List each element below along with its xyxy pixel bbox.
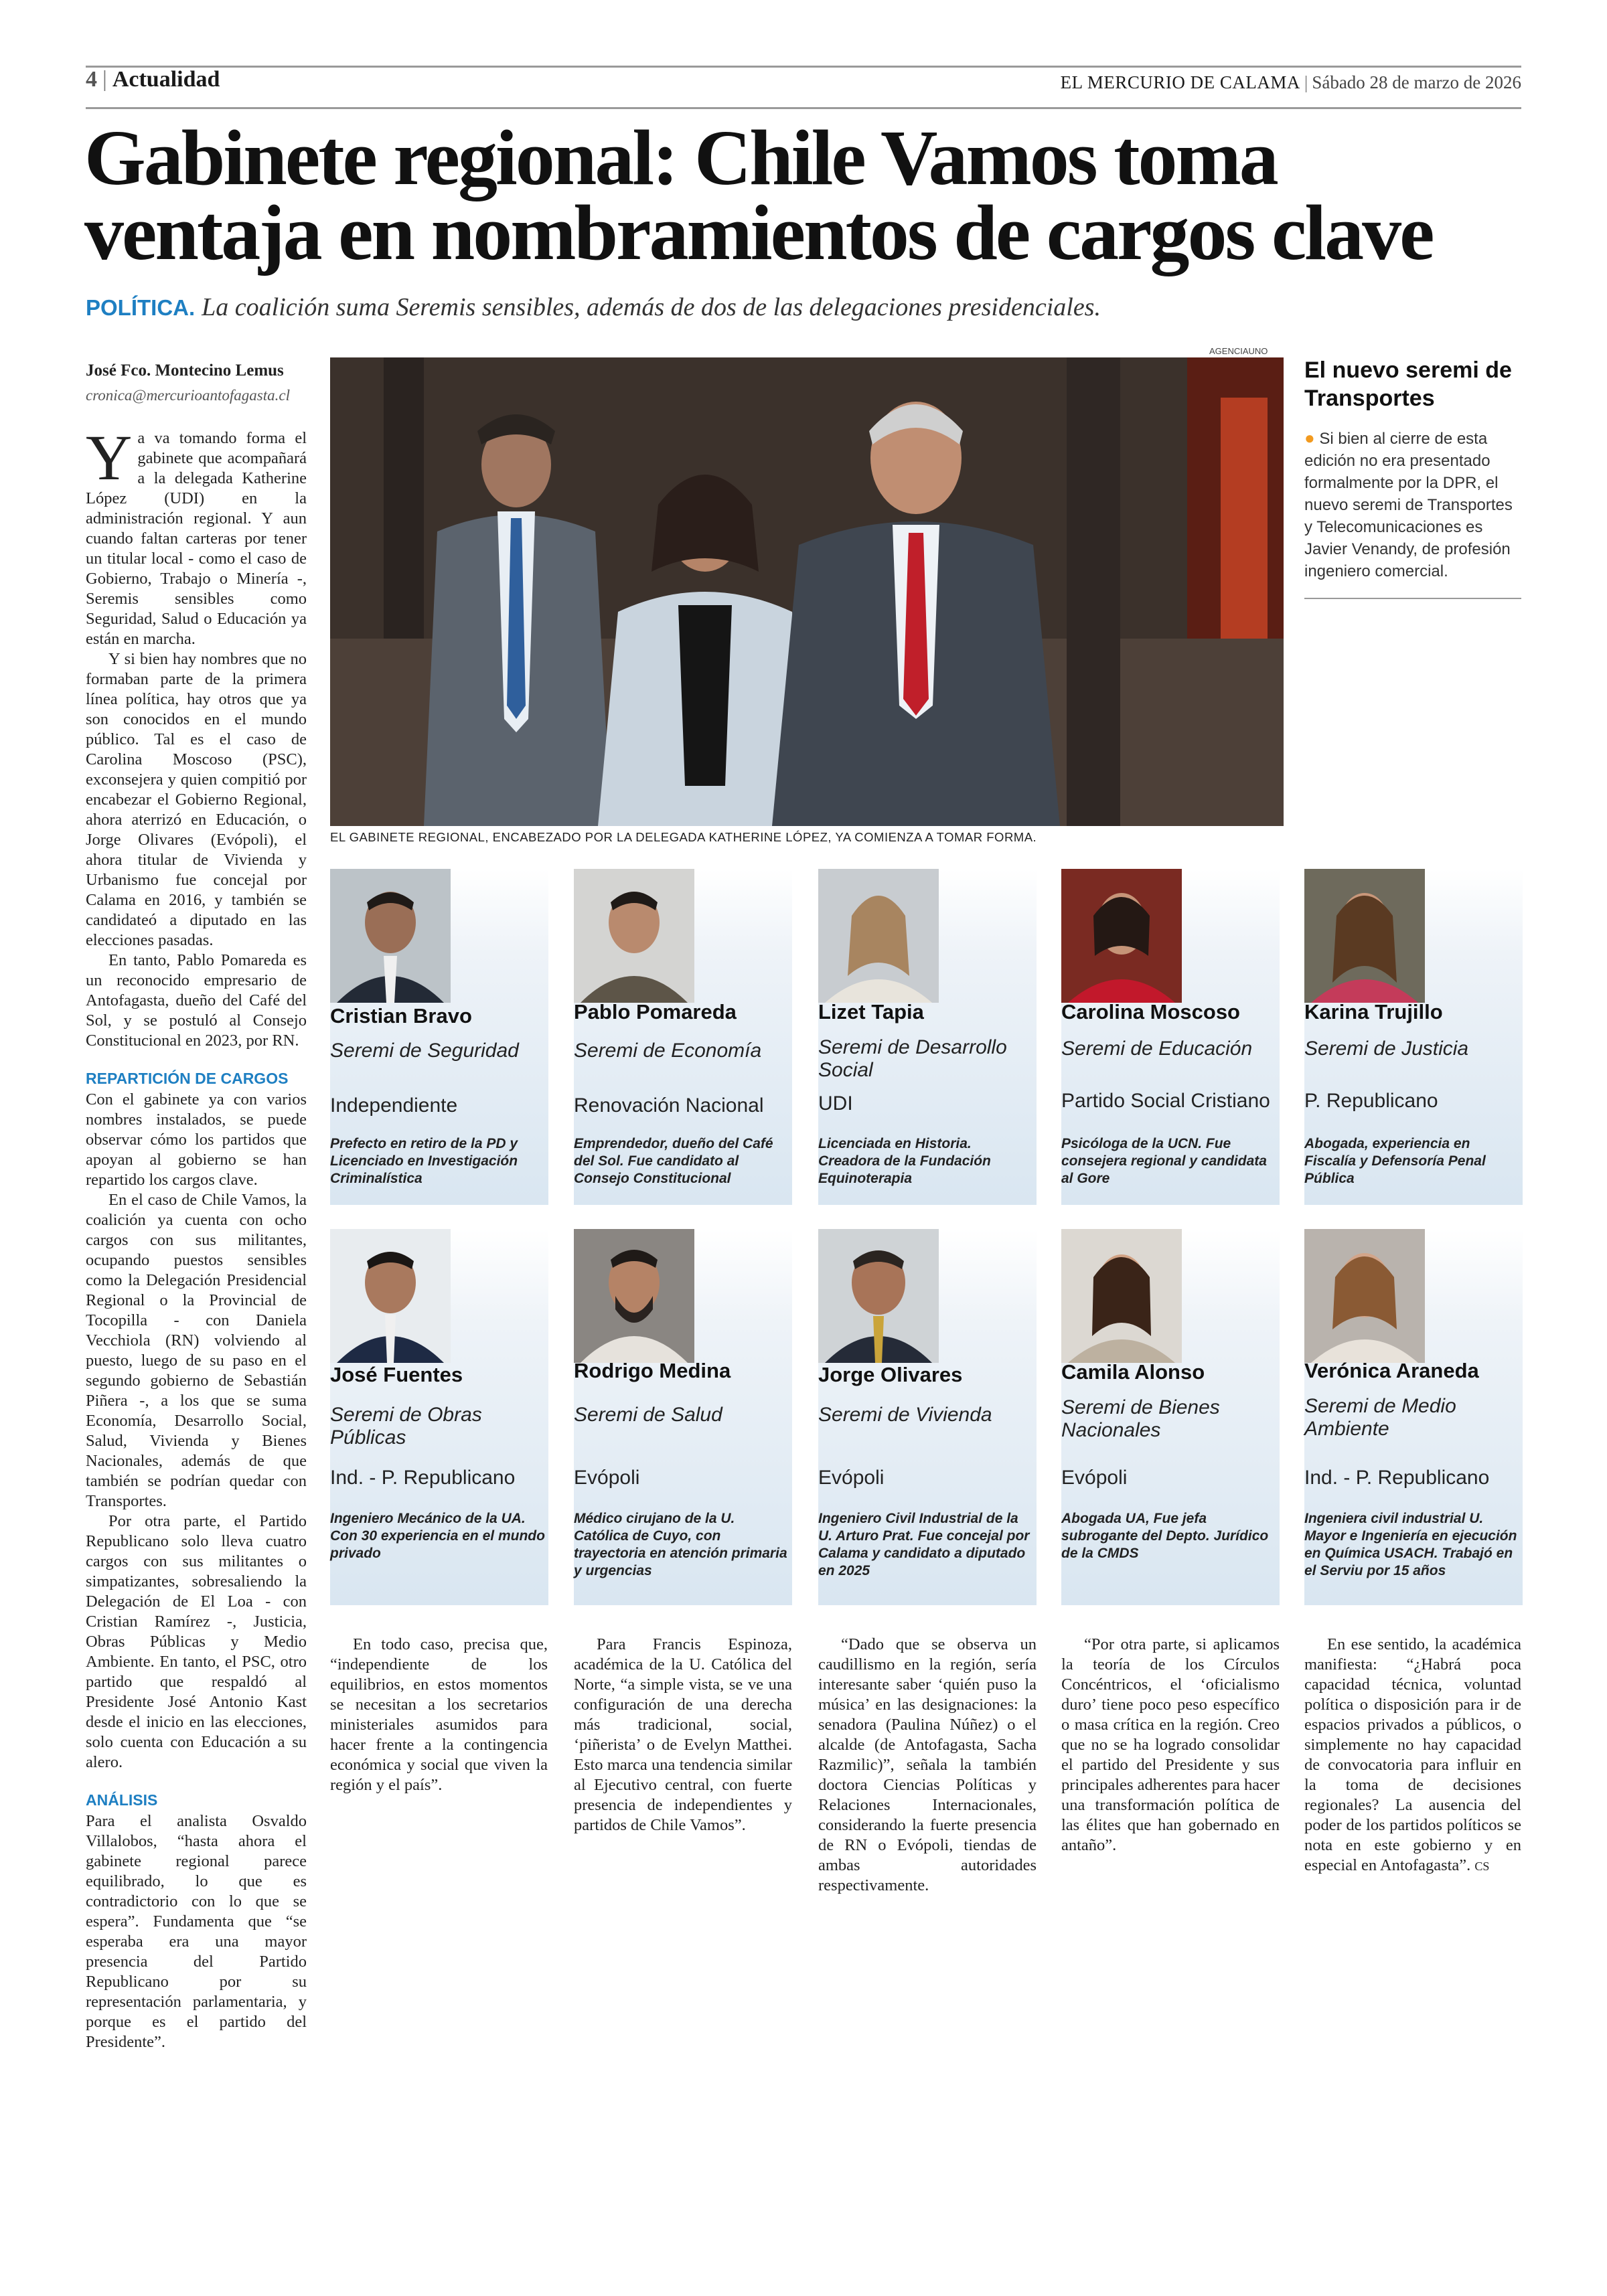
paragraph-5: En el caso de Chile Vamos, la coalición ya cuenta con ocho cargos con sus militantes, ocupando puestos sensibles como la Delegación Presidencial Regional o la Provincial de Tocopilla - con Daniela Vecchiola (RN) volviendo al puesto, luego de su paso en el segundo gobierno de Sebastián Piñera -, a los que se suma Economía, Desarrollo Social, Salud, Vivienda y Bienes Nacionales, además de que también se podrían quedar con Transportes. — [86, 1191, 307, 1510]
paragraph-11: “Por otra parte, si aplicamos la teoría de los Círculos Concéntricos, el ‘oficialismo duro’ tiene poco peso específico o masa crítica en la región. Creo que no se ha logrado consolidar el partido del Presidente y sus principales adherentes para hacer una transformación política de las élites que han gobernado en antaño”. — [1061, 1635, 1280, 1854]
person-party: P. Republicano — [1304, 1090, 1438, 1112]
person-icon — [1061, 869, 1182, 1003]
paragraph-4: Con el gabinete ya con varios nombres instalados, se puede observar cómo los partidos que apoyan al gobierno se han repartido los cargos clave. — [86, 1090, 307, 1189]
portrait-photo — [818, 869, 939, 1003]
person-description: Ingeniero Mecánico de la UA. Con 30 experiencia en el mundo privado — [330, 1511, 545, 1561]
person-icon — [330, 869, 451, 1003]
person-description: Médico cirujano de la U. Católica de Cuyo, con trayectoria en atención primaria y urgencias — [574, 1511, 787, 1578]
cabinet-card — [818, 869, 1037, 1205]
person-icon — [1061, 1229, 1182, 1363]
article-column-1 — [86, 422, 307, 2051]
top-rule — [86, 66, 1521, 68]
person-role: Seremi de Justicia — [1304, 1038, 1469, 1060]
article-column-5 — [1061, 1635, 1280, 1856]
person-role: Seremi de Medio Ambiente — [1304, 1395, 1456, 1440]
photo-credit: AGENCIAUNO — [1209, 346, 1268, 356]
person-name: Jorge Olivares — [818, 1363, 963, 1386]
kicker — [86, 293, 1101, 322]
main-photo-illustration — [330, 357, 1284, 826]
cabinet-card — [330, 1229, 548, 1605]
person-description: Emprendedor, dueño del Café del Sol. Fue candidato al Consejo Constitucional — [574, 1136, 773, 1186]
person-description: Abogada, experiencia en Fiscalía y Defensoría Penal Pública — [1304, 1136, 1486, 1186]
portrait-photo — [1304, 869, 1425, 1003]
author-email[interactable]: cronica@mercurioantofagasta.cl — [86, 387, 290, 404]
article-column-4 — [818, 1635, 1037, 1896]
paragraph-8: En todo caso, precisa que, “independiente de los equilibrios, en estos momentos se necesitan a los secretarios ministeriales asumidos para hacer frente a la contingencia económica y social que viven la región y el país”. — [330, 1635, 548, 1794]
paragraph-9: Para Francis Espinoza, académica de la U. Católica del Norte, “a simple vista, se ve una configuración de una derecha más tradicional, social, ‘piñerista’ o de Evelyn Matthei. Esto marca una tendencia similar al Ejecutivo central, con fuerte presencia de independientes y partidos de Chile Vamos”. — [574, 1635, 792, 1834]
sidebar-rule — [1304, 598, 1521, 599]
sidebar-text: ● Si bien al cierre de esta edición no era presentado formalmente por la DPR, el nuevo seremi de Transportes y Telecomunicaciones es Javier Venandy, de profesión ingeniero comercial. — [1304, 428, 1513, 580]
paragraph-6: Por otra parte, el Partido Republicano solo lleva cuatro cargos con sus militantes o simpatizantes, sobresaliendo la Delegación de El Loa - con Cristian Ramírez -, Justicia, Obras Públicas y Medio Ambiente. En tanto, el PSC, otro partido que respaldó al Presidente José Antonio Kast desde el inicio en las elecciones, solo cuenta con Educación a su alero. — [86, 1512, 307, 1771]
person-name: Pablo Pomareda — [574, 1000, 737, 1023]
person-icon — [818, 869, 939, 1003]
byline: José Fco. Montecino Lemus — [86, 361, 284, 380]
person-icon — [1304, 869, 1425, 1003]
person-icon — [574, 1229, 694, 1363]
cabinet-card — [574, 869, 792, 1205]
person-party: Ind. - P. Republicano — [330, 1467, 516, 1489]
portrait-photo — [330, 1229, 451, 1363]
person-icon — [1304, 1229, 1425, 1363]
cabinet-card — [1061, 869, 1280, 1205]
sidebar-title: El nuevo seremi de Transportes — [1304, 357, 1512, 411]
person-description: Ingeniera civil industrial U. Mayor e Ingeniería en ejecución en Química USACH. Trabajó en el Serviu por 15 años — [1304, 1511, 1517, 1578]
person-name: Verónica Araneda — [1304, 1359, 1479, 1382]
person-icon — [818, 1229, 939, 1363]
paragraph-1: a va tomando forma el gabinete que acompañará a la delegada Katherine López (UDI) en la administración regional. Y aun cuando faltan carteras por tener un titular local - como el caso de Gobierno, Trabajo o Minería -, Seremis sensibles como Seguridad, Salud o Educación ya están en marcha. — [86, 429, 307, 648]
person-party: Ind. - P. Republicano — [1304, 1467, 1490, 1489]
publication-date: Sábado 28 de marzo de 2026 — [1312, 72, 1521, 92]
portrait-photo — [1061, 1229, 1182, 1363]
cabinet-card — [1304, 869, 1523, 1205]
person-party: Evópoli — [1061, 1467, 1128, 1489]
subhead-reparticion: REPARTICIÓN DE CARGOS — [86, 1070, 289, 1087]
person-role: Seremi de Seguridad — [330, 1040, 519, 1062]
bullet-dot-icon: ● — [1304, 428, 1315, 448]
person-name: Camila Alonso — [1061, 1360, 1205, 1384]
section-name: Actualidad — [112, 67, 220, 92]
end-mark: CS — [1474, 1860, 1490, 1873]
publication-info: EL MERCURIO DE CALAMA | Sábado 28 de marzo de 2026 — [1060, 72, 1521, 92]
person-description: Licenciada en Historia. Creadora de la Fundación Equinoterapia — [818, 1136, 991, 1186]
portrait-photo — [1061, 869, 1182, 1003]
person-party: Independiente — [330, 1094, 458, 1117]
portrait-photo — [574, 1229, 694, 1363]
article-column-3 — [574, 1635, 792, 1835]
person-party: UDI — [818, 1092, 853, 1115]
paragraph-10: “Dado que se observa un caudillismo en la región, sería interesante saber ‘quién puso la música’ en las designaciones: la senadora (Paulina Núñez) o el alcalde (de Antofagasta, Sacha Razmilic)”, señala la también doctora Ciencias Políticas y Relaciones Internacionales, considerando la fuerte presencia de RN o Evópoli, tiendas de ambas autoridades respectivamente. — [818, 1635, 1037, 1894]
section-tag: POLÍTICA. — [86, 295, 196, 320]
cabinet-card — [1061, 1229, 1280, 1605]
cabinet-card — [1304, 1229, 1523, 1605]
person-party: Renovación Nacional — [574, 1094, 764, 1117]
page-section: 4 | Actualidad — [86, 67, 220, 92]
person-role: Seremi de Bienes Nacionales — [1061, 1396, 1220, 1441]
portrait-photo — [574, 869, 694, 1003]
cabinet-card — [330, 869, 548, 1205]
deck: La coalición suma Seremis sensibles, además de dos de las delegaciones presidenciales. — [202, 293, 1101, 321]
paragraph-3: En tanto, Pablo Pomareda es un reconocido empresario de Antofagasta, dueño del Café del Sol, y se postuló al Consejo Constitucional en 2023, por RN. — [86, 951, 307, 1050]
person-name: José Fuentes — [330, 1363, 463, 1386]
person-description: Ingeniero Civil Industrial de la U. Arturo Prat. Fue concejal por Calama y candidato a diputado en 2025 — [818, 1511, 1030, 1578]
person-description: Psicóloga de la UCN. Fue consejera regional y candidata al Gore — [1061, 1136, 1267, 1186]
photo-caption: EL GABINETE REGIONAL, ENCABEZADO POR LA DELEGADA KATHERINE LÓPEZ, YA COMIENZA A TOMAR FORMA. — [330, 830, 1037, 844]
publication-name: EL MERCURIO DE CALAMA — [1060, 72, 1300, 92]
dropcap: Y — [86, 422, 133, 493]
cabinet-card — [574, 1229, 792, 1605]
portrait-photo — [330, 869, 451, 1003]
person-role: Seremi de Salud — [574, 1404, 722, 1426]
cabinet-card — [818, 1229, 1037, 1605]
person-role: Seremi de Vivienda — [818, 1404, 992, 1426]
person-party: Evópoli — [574, 1467, 640, 1489]
paragraph-2: Y si bien hay nombres que no formaban parte de la primera línea política, hay otros que ya son conocidos en el mundo público. Tal es el caso de Carolina Moscoso (PSC), exconsejera y quien compitió por encabezar el Gobierno Regional, ahora aterrizó en Educación, o Jorge Olivares (Evópoli), el ahora titular de Vivienda y Urbanismo fue concejal por Calama en 2016, y también se candidateó a diputado en las elecciones pasadas. — [86, 650, 307, 949]
person-icon — [574, 869, 694, 1003]
paragraph-12: En ese sentido, la académica manifiesta: “¿Habrá poca capacidad técnica, voluntad política o disposición para ir de espacios privados a públicos, o simplemente no hay capacidad de convocatoria para influir en la toma de decisiones regionales? La ausencia del poder de los partidos políticos se nota en este gobierno y en especial en Antofagasta”. CS — [1304, 1635, 1521, 1874]
person-description: Prefecto en retiro de la PD y Licenciado en Investigación Criminalística — [330, 1136, 518, 1186]
person-role: Seremi de Educación — [1061, 1038, 1253, 1060]
person-party: Partido Social Cristiano — [1061, 1090, 1270, 1112]
paragraph-7: Para el analista Osvaldo Villalobos, “hasta ahora el gabinete regional parece equilibrado, lo que es contradictorio con lo que se espera”. Fundamenta que “se esperaba era una mayor presencia del Partido Republicano por su representación parlamentaria, y porque es el partido del Presidente”. — [86, 1812, 307, 2051]
person-name: Rodrigo Medina — [574, 1359, 731, 1382]
person-name: Cristian Bravo — [330, 1004, 472, 1028]
person-role: Seremi de Obras Públicas — [330, 1404, 482, 1449]
portrait-photo — [1304, 1229, 1425, 1363]
article-column-2 — [330, 1635, 548, 1795]
person-description: Abogada UA, Fue jefa subrogante del Depto. Jurídico de la CMDS — [1061, 1511, 1269, 1561]
main-photo — [330, 357, 1284, 826]
person-name: Carolina Moscoso — [1061, 1000, 1240, 1023]
page-number: 4 — [86, 67, 97, 92]
article-column-6 — [1304, 1635, 1521, 1876]
person-party: Evópoli — [818, 1467, 885, 1489]
portrait-photo — [818, 1229, 939, 1363]
header-rule — [86, 107, 1521, 109]
headline: Gabinete regional: Chile Vamos toma ventaja en nombramientos de cargos clave — [84, 114, 1433, 276]
person-icon — [330, 1229, 451, 1363]
person-name: Karina Trujillo — [1304, 1000, 1443, 1023]
subhead-analisis: ANÁLISIS — [86, 1791, 158, 1809]
person-name: Lizet Tapia — [818, 1000, 924, 1023]
person-role: Seremi de Desarrollo Social — [818, 1036, 1007, 1081]
person-role: Seremi de Economía — [574, 1040, 762, 1062]
